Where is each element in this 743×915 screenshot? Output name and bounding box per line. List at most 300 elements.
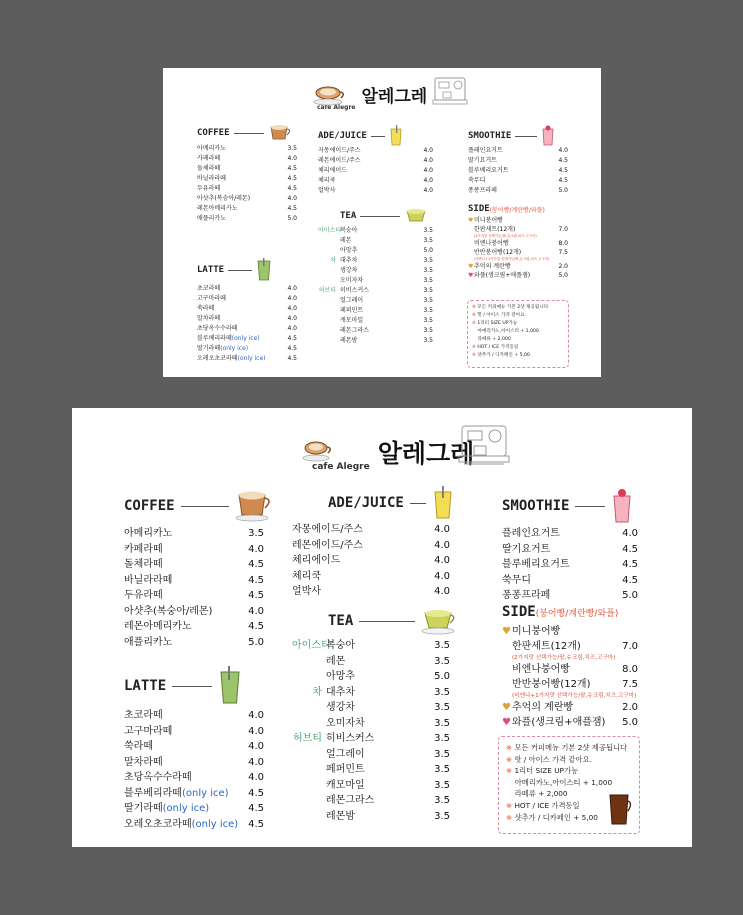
item-price: 4.5 bbox=[287, 205, 297, 212]
latte-section bbox=[124, 666, 264, 832]
note-line bbox=[506, 754, 632, 766]
smoothie-item bbox=[468, 176, 568, 186]
side-item-detail: (비엔나+1가지맛 선택가능/팥,슈크림,치즈,고구마) bbox=[474, 257, 550, 261]
latte-item bbox=[124, 801, 264, 817]
tea-category-tag: 아이스티 bbox=[292, 640, 331, 651]
item-price: 3.5 bbox=[434, 717, 450, 729]
tea-item bbox=[292, 716, 450, 732]
item-name: 퐁퐁프라페 bbox=[468, 187, 497, 194]
latte-title-main: LATTE bbox=[124, 678, 167, 694]
item-price: 3.5 bbox=[423, 277, 433, 284]
notes-box bbox=[498, 736, 640, 834]
tea-item-left bbox=[292, 778, 365, 794]
ade-item bbox=[318, 186, 433, 196]
side-item-name bbox=[468, 271, 530, 280]
item-price: 4.5 bbox=[287, 185, 297, 192]
item-price: 3.5 bbox=[434, 795, 450, 806]
item-name: 카페라떼 bbox=[124, 543, 163, 555]
side-item-name bbox=[468, 239, 509, 248]
item-name: 쑥라떼 bbox=[124, 741, 153, 752]
tea-item-left bbox=[292, 809, 355, 825]
menu-board bbox=[72, 408, 692, 847]
coffee-section bbox=[124, 488, 264, 650]
item-price: 4.5 bbox=[287, 355, 297, 362]
coffee-item bbox=[124, 542, 264, 558]
tea-item bbox=[292, 778, 450, 794]
note-text: 핫 / 아이스 가격 같아요. bbox=[477, 313, 527, 318]
smoothie-item bbox=[468, 156, 568, 166]
ade-item bbox=[292, 538, 450, 554]
item-name: 생강차 bbox=[326, 702, 355, 713]
tea-item bbox=[318, 246, 433, 256]
item-price: 4.0 bbox=[248, 756, 264, 768]
tea-section-small bbox=[318, 206, 433, 346]
note-line bbox=[472, 328, 564, 336]
side-item bbox=[502, 662, 638, 677]
item-name: 말차라떼 bbox=[197, 315, 221, 322]
brand-title: 알레그레 bbox=[361, 87, 428, 107]
ade-item bbox=[318, 146, 433, 156]
coffee-item bbox=[197, 144, 297, 154]
side-item bbox=[468, 248, 568, 257]
item-name: 아메리카노 bbox=[124, 528, 173, 539]
item-name: 말차라떼 bbox=[124, 756, 163, 768]
heart-icon: ♥ bbox=[468, 272, 474, 279]
item-price: 4.0 bbox=[434, 586, 450, 597]
side-item-name bbox=[468, 225, 515, 234]
item-name: 자몽에이드/주스 bbox=[292, 524, 363, 535]
tea-item bbox=[292, 700, 450, 716]
item-price: 4.5 bbox=[287, 165, 297, 172]
item-price: 3.5 bbox=[423, 317, 433, 324]
tea-cup-main-icon bbox=[421, 607, 459, 635]
ade-item bbox=[318, 176, 433, 186]
item-name: 블루베리라떼(only ice) bbox=[197, 335, 260, 342]
tea-category-tag: 차 bbox=[312, 686, 322, 698]
item-price: 3.5 bbox=[423, 307, 433, 314]
item-price: 4.5 bbox=[248, 803, 264, 814]
item-price: 4.5 bbox=[558, 167, 568, 174]
item-price: 4.0 bbox=[287, 295, 297, 302]
item-name: 얼박사 bbox=[318, 187, 336, 194]
brand-title-main: 알레그레 bbox=[377, 439, 475, 468]
smoothie-section-small bbox=[468, 126, 568, 196]
item-price: 3.5 bbox=[423, 297, 433, 304]
item-name: 아망추 bbox=[326, 671, 355, 682]
side-item bbox=[468, 216, 568, 225]
tea-item-left bbox=[292, 731, 374, 747]
item-name: 블루베리요거트 bbox=[468, 167, 509, 174]
item-name: 돌체라떼 bbox=[124, 559, 163, 570]
tea-item-left bbox=[318, 256, 357, 266]
ade-item bbox=[292, 522, 450, 538]
bullet-icon: ※ bbox=[506, 800, 515, 810]
iced-coffee-glass-icon bbox=[607, 789, 633, 827]
item-name: 두유라떼 bbox=[124, 590, 163, 601]
item-name: 딸기라떼(only ice) bbox=[197, 345, 249, 352]
tea-item bbox=[318, 306, 433, 316]
item-name: 얼박사 bbox=[292, 586, 321, 597]
item-name: 얼그레이 bbox=[326, 748, 365, 760]
tea-item bbox=[292, 809, 450, 825]
item-price: 4.5 bbox=[287, 335, 297, 342]
latte-item bbox=[124, 739, 264, 755]
item-price: 5.0 bbox=[622, 590, 638, 601]
note-text: HOT / ICE 가격동일 bbox=[477, 345, 519, 350]
item-price: 5.0 bbox=[248, 636, 264, 648]
coffee-title-main: COFFEE bbox=[124, 498, 175, 514]
tea-item bbox=[318, 266, 433, 276]
item-price: 4.5 bbox=[287, 175, 297, 182]
ade-item bbox=[318, 156, 433, 166]
item-price: 4.5 bbox=[248, 590, 264, 601]
item-name: 오레오초코라떼(only ice) bbox=[124, 818, 239, 830]
item-price: 4.0 bbox=[434, 539, 450, 551]
item-name: 반반붕어빵(12개) bbox=[474, 249, 522, 256]
note-text: 모든 커피메뉴 기본 2샷 제공됩니다 bbox=[514, 743, 628, 752]
item-price: 4.0 bbox=[423, 177, 433, 184]
coffee-item bbox=[197, 194, 297, 204]
item-name: 레몬 bbox=[340, 237, 352, 244]
tea-item bbox=[292, 669, 450, 685]
item-price: 4.0 bbox=[248, 772, 264, 783]
tea-item-left bbox=[292, 669, 355, 685]
side-item bbox=[502, 624, 638, 639]
tea-item-left bbox=[318, 306, 363, 316]
coffee-item bbox=[124, 604, 264, 620]
item-name: 히비스커스 bbox=[340, 287, 369, 294]
tea-item-left bbox=[292, 716, 365, 732]
item-name: 체리쿡 bbox=[292, 570, 321, 582]
bullet-icon: ※ bbox=[506, 812, 515, 822]
smoothie-section bbox=[502, 488, 638, 604]
side-item bbox=[468, 225, 568, 234]
ade-section-small bbox=[318, 126, 433, 196]
note-line bbox=[472, 304, 564, 312]
side-title-main: SIDE bbox=[502, 604, 536, 620]
tea-item bbox=[292, 747, 450, 763]
item-name: 딸기라떼(only ice) bbox=[124, 803, 210, 814]
note-line bbox=[472, 352, 564, 360]
side-item-detail: (2가지맛 선택가능/팥,슈크림,치즈,고구마) bbox=[474, 234, 537, 238]
item-name: 미니붕어빵 bbox=[474, 217, 503, 224]
tea-item bbox=[318, 256, 433, 266]
side-item-detail: (2가지맛 선택가능/팥,슈크림,치즈,고구마) bbox=[512, 655, 616, 661]
smoothie-item bbox=[468, 146, 568, 156]
latte-cup-main-icon bbox=[235, 489, 277, 523]
item-name: 히비스커스 bbox=[326, 733, 375, 744]
tea-item-left bbox=[292, 762, 365, 778]
tea-item bbox=[318, 226, 433, 236]
side-subtitle-main: (붕어빵/계란빵/와플) bbox=[535, 608, 619, 619]
item-name: 애플리카노 bbox=[197, 215, 226, 222]
coffee-item bbox=[197, 154, 297, 164]
note-text: 아메리카노,아이스티 + 1,000 bbox=[514, 777, 613, 787]
item-price: 3.5 bbox=[434, 810, 450, 822]
bullet-icon: ※ bbox=[472, 353, 478, 358]
bullet-icon: ※ bbox=[472, 313, 478, 318]
green-latte-icon bbox=[256, 258, 272, 282]
item-price: 3.5 bbox=[434, 655, 450, 667]
item-price: 4.5 bbox=[248, 818, 264, 830]
smoothie-item bbox=[468, 186, 568, 196]
tea-item-left bbox=[318, 326, 369, 336]
item-name: 초코라떼 bbox=[124, 710, 163, 721]
item-name: 페퍼민트 bbox=[326, 764, 365, 775]
item-price: 8.0 bbox=[622, 664, 638, 675]
only-ice-note: (only ice) bbox=[191, 818, 239, 830]
item-name: 레몬밤 bbox=[340, 337, 358, 344]
item-name: 복숭아 bbox=[326, 640, 355, 651]
espresso-machine-main-icon bbox=[456, 420, 514, 470]
heart-icon: ♥ bbox=[468, 217, 474, 224]
coffee-item bbox=[124, 526, 264, 542]
brand-cafe-name-main: cafe Alegre bbox=[312, 462, 370, 472]
item-price: 4.5 bbox=[248, 787, 264, 799]
item-name: 레몬그라스 bbox=[326, 795, 375, 806]
item-name: 와플(생크림+애플잼) bbox=[512, 717, 606, 728]
item-name: 레몬그라스 bbox=[340, 327, 369, 334]
item-price: 3.5 bbox=[434, 779, 450, 791]
smoothie-item bbox=[502, 542, 638, 558]
green-latte-main-icon bbox=[218, 666, 242, 706]
smoothie-item bbox=[502, 573, 638, 589]
item-name: 레몬아메리카노 bbox=[124, 621, 192, 632]
item-price: 4.0 bbox=[248, 741, 264, 752]
item-name: 오미자차 bbox=[340, 277, 364, 284]
side-item-name bbox=[468, 216, 503, 225]
ade-section bbox=[292, 486, 450, 600]
item-price: 7.5 bbox=[622, 679, 638, 690]
item-name: 아샷추(복숭아/레몬) bbox=[124, 605, 213, 617]
item-price: 4.0 bbox=[248, 605, 264, 617]
latte-item bbox=[197, 344, 297, 354]
ade-title-main: ADE/JUICE bbox=[328, 495, 404, 511]
item-name: 추억의 계란빵 bbox=[474, 263, 511, 270]
item-name: 쑥무디 bbox=[468, 177, 486, 184]
item-price: 4.5 bbox=[558, 177, 568, 184]
item-name: 돌체라떼 bbox=[197, 165, 221, 172]
coffee-item bbox=[197, 164, 297, 174]
item-name: 자몽에이드/주스 bbox=[318, 147, 361, 154]
item-name: 아샷추(복숭아/레몬) bbox=[197, 195, 251, 202]
tea-item bbox=[292, 731, 450, 747]
item-name: 추억의 계란빵 bbox=[512, 702, 574, 713]
note-text: 1리터 SIZE UP가능 bbox=[514, 766, 579, 776]
item-name: 한판세트(12개) bbox=[474, 226, 516, 233]
item-name: 블루베리라떼(only ice) bbox=[124, 787, 229, 799]
tea-item-left bbox=[292, 654, 345, 670]
juice-glass-main-icon bbox=[432, 486, 454, 520]
latte-title: LATTE bbox=[197, 265, 225, 275]
ade-item bbox=[318, 166, 433, 176]
juice-glass-icon bbox=[389, 125, 403, 147]
item-name: 페퍼민트 bbox=[340, 307, 364, 314]
item-price: 4.5 bbox=[248, 574, 264, 586]
item-price: 4.0 bbox=[248, 543, 264, 555]
item-name: 아메리카노 bbox=[197, 145, 226, 152]
only-ice-note: (only ice) bbox=[162, 803, 210, 814]
item-price: 3.5 bbox=[423, 267, 433, 274]
item-name: 카페라떼 bbox=[197, 155, 221, 162]
side-item-name bbox=[502, 624, 560, 639]
item-price: 4.5 bbox=[622, 574, 638, 586]
side-item-name bbox=[502, 639, 581, 654]
item-name: 오레오초코라떼(only ice) bbox=[197, 355, 266, 362]
tea-category-tag: 아이스티 bbox=[318, 227, 342, 234]
heart-icon: ♥ bbox=[502, 702, 511, 713]
latte-item bbox=[197, 294, 297, 304]
item-name: 비엔나붕어빵 bbox=[474, 240, 509, 247]
coffee-item bbox=[197, 214, 297, 224]
item-name: 딸기요거트 bbox=[502, 543, 551, 555]
coffee-item bbox=[197, 174, 297, 184]
item-price: 4.0 bbox=[287, 305, 297, 312]
item-price: 5.0 bbox=[558, 272, 568, 279]
item-price: 4.0 bbox=[248, 725, 264, 737]
latte-cup-icon bbox=[268, 123, 294, 143]
item-name: 바닐라라떼 bbox=[197, 175, 226, 182]
item-name: 레몬아메리카노 bbox=[197, 205, 238, 212]
item-name: 레몬밤 bbox=[326, 810, 355, 822]
item-price: 3.5 bbox=[434, 702, 450, 713]
tea-category-tag: 허브티 bbox=[318, 287, 336, 294]
item-price: 5.0 bbox=[434, 671, 450, 682]
item-price: 3.5 bbox=[423, 237, 433, 244]
side-item-name bbox=[502, 662, 570, 677]
note-line bbox=[472, 312, 564, 320]
item-price: 3.5 bbox=[434, 748, 450, 760]
side-item-name bbox=[502, 715, 605, 730]
side-title: SIDE bbox=[468, 204, 490, 214]
item-price: 7.0 bbox=[558, 226, 568, 233]
item-price: 4.5 bbox=[248, 621, 264, 632]
tea-item-left bbox=[292, 685, 355, 701]
item-price: 3.5 bbox=[248, 528, 264, 539]
heart-icon: ♥ bbox=[468, 263, 474, 270]
item-name: 고구마라떼 bbox=[197, 295, 226, 302]
latte-item bbox=[197, 314, 297, 324]
latte-item bbox=[197, 334, 297, 344]
tea-item-left bbox=[318, 276, 363, 286]
item-price: 4.5 bbox=[248, 559, 264, 570]
item-price: 4.5 bbox=[622, 559, 638, 570]
side-item-name bbox=[468, 248, 521, 257]
item-price: 4.0 bbox=[287, 285, 297, 292]
item-name: 미니붕어빵 bbox=[512, 626, 561, 637]
note-line bbox=[506, 777, 632, 789]
item-price: 4.0 bbox=[287, 195, 297, 202]
item-price: 5.0 bbox=[622, 717, 638, 728]
coffee-title: COFFEE bbox=[197, 128, 230, 138]
note-text: 샷추가 / 디카페인 + 5,00 bbox=[477, 353, 530, 358]
tea-item-left bbox=[292, 793, 374, 809]
item-name: 레몬에이드/주스 bbox=[292, 539, 363, 551]
latte-item bbox=[124, 755, 264, 771]
item-name: 비엔나붕어빵 bbox=[512, 664, 570, 675]
item-price: 3.5 bbox=[423, 227, 433, 234]
smoothie-item bbox=[502, 526, 638, 542]
brand-logo-main bbox=[302, 428, 474, 472]
item-name: 애플리카노 bbox=[124, 636, 173, 648]
item-name: 레몬 bbox=[326, 655, 346, 667]
tea-category-tag: 허브티 bbox=[293, 733, 322, 744]
item-price: 3.5 bbox=[423, 327, 433, 334]
item-price: 4.5 bbox=[558, 157, 568, 164]
tea-item bbox=[292, 762, 450, 778]
item-name: 레몬에이드/주스 bbox=[318, 157, 361, 164]
bullet-icon: ※ bbox=[472, 321, 478, 326]
brand-cafe-name: cafe Alegre bbox=[317, 104, 356, 111]
tea-item-left bbox=[318, 286, 369, 296]
note-line bbox=[472, 336, 564, 344]
bullet-icon: ※ bbox=[506, 743, 515, 752]
item-name: 바닐라라떼 bbox=[124, 574, 173, 586]
note-text: 라떼류 + 2,000 bbox=[514, 789, 568, 799]
note-line bbox=[472, 344, 564, 352]
espresso-machine-icon bbox=[431, 74, 471, 108]
tea-item bbox=[318, 276, 433, 286]
menu-preview-small bbox=[163, 68, 601, 377]
note-text: 1리터 SIZE UP가능 bbox=[477, 321, 518, 326]
item-price: 4.0 bbox=[287, 325, 297, 332]
item-price: 4.0 bbox=[423, 167, 433, 174]
only-ice-note: (only ice) bbox=[237, 355, 266, 362]
latte-item bbox=[124, 708, 264, 724]
tea-item-left bbox=[318, 296, 363, 306]
item-name: 한판세트(12개) bbox=[512, 641, 581, 652]
item-name: 고구마라떼 bbox=[124, 725, 173, 737]
only-ice-note: (only ice) bbox=[181, 787, 229, 799]
tea-item bbox=[292, 654, 450, 670]
side-item bbox=[502, 715, 638, 730]
latte-item bbox=[124, 817, 264, 833]
item-price: 4.0 bbox=[248, 710, 264, 721]
tea-item bbox=[292, 793, 450, 809]
item-price: 4.0 bbox=[287, 155, 297, 162]
ade-item bbox=[292, 569, 450, 585]
note-text: 라떼류 + 2,000 bbox=[477, 337, 511, 342]
tea-item bbox=[318, 296, 433, 306]
side-item bbox=[502, 639, 638, 654]
item-price: 2.0 bbox=[558, 263, 568, 270]
item-price: 5.0 bbox=[287, 215, 297, 222]
smoothie-item bbox=[468, 166, 568, 176]
coffee-cup-logo-icon bbox=[302, 437, 334, 463]
coffee-item bbox=[197, 184, 297, 194]
item-price: 4.0 bbox=[434, 570, 450, 582]
latte-item bbox=[197, 284, 297, 294]
side-item-name bbox=[502, 677, 591, 692]
item-name: 대추차 bbox=[340, 257, 358, 264]
coffee-item bbox=[197, 204, 297, 214]
item-name: 복숭아 bbox=[340, 227, 358, 234]
tea-item-left bbox=[292, 700, 355, 716]
tea-title-main: TEA bbox=[328, 613, 354, 629]
latte-section-small bbox=[197, 258, 297, 364]
item-name: 두유라떼 bbox=[197, 185, 221, 192]
item-price: 3.5 bbox=[434, 733, 450, 744]
heart-icon: ♥ bbox=[502, 717, 511, 728]
note-line bbox=[472, 320, 564, 328]
side-item bbox=[502, 700, 638, 715]
item-price: 4.5 bbox=[287, 345, 297, 352]
item-name: 딸기요거트 bbox=[468, 157, 497, 164]
side-section-small bbox=[468, 202, 568, 280]
coffee-item bbox=[124, 635, 264, 651]
tea-item bbox=[318, 286, 433, 296]
item-price: 4.0 bbox=[423, 157, 433, 164]
